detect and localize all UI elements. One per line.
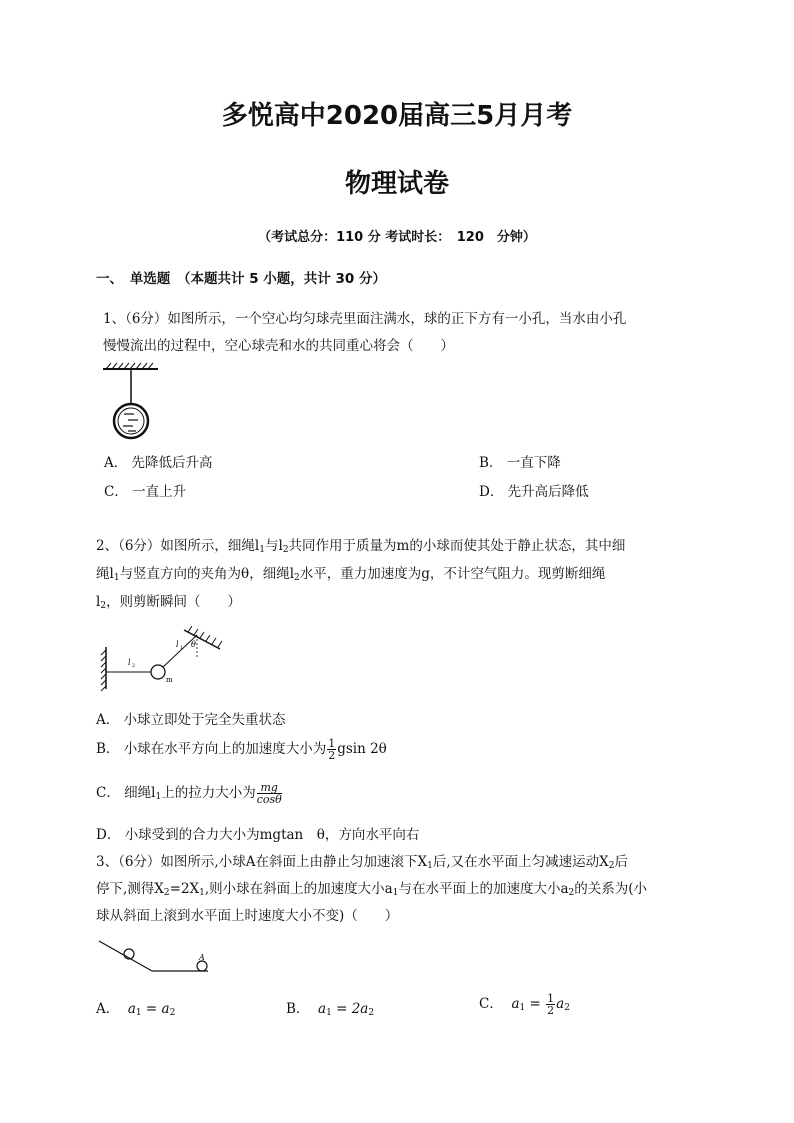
- subscript: 2: [163, 888, 170, 898]
- q1-line2: 慢慢流出的过程中，空心球壳和水的共同重心将会（ ）: [103, 338, 454, 354]
- q2-line3: [96, 589, 241, 619]
- page-title: 多悦高中2020届高三5月月考: [221, 101, 573, 131]
- q3-text: 后: [614, 854, 628, 870]
- q2-figure-ball-two-strings: [98, 625, 228, 695]
- q3-text: 后,又在水平面上匀减速运动X: [432, 854, 609, 870]
- q1-line1: 1、（6分）如图所示，一个空心均匀球壳里面注满水，球的正下方有一小孔，当水由小孔: [103, 311, 627, 327]
- page-subtitle: 物理试卷: [344, 169, 449, 199]
- subscript: 1: [135, 1008, 142, 1018]
- q1-figure-hanging-shell: [100, 366, 162, 446]
- subscript: 2: [564, 1003, 570, 1013]
- fraction-denominator: cosθ: [256, 793, 282, 806]
- math-expr: = a: [141, 1001, 170, 1017]
- option-text: 小球在水平方向上的加速度大小为: [123, 741, 327, 757]
- q2-text: 绳l: [96, 566, 114, 582]
- q1-option-a-text: 先降低后升高: [131, 455, 213, 471]
- fraction: [546, 993, 555, 1016]
- option-label: B．: [96, 741, 120, 757]
- q3-line2: [96, 876, 647, 906]
- q3-line1: [96, 849, 628, 879]
- q3-option-c[interactable]: [479, 992, 570, 1016]
- q3-figure-incline: [96, 938, 216, 978]
- q2-line2: [96, 561, 605, 591]
- option-label: A．: [96, 712, 120, 728]
- option-label: C．: [479, 996, 503, 1012]
- q1-option-c-label: C．: [104, 484, 128, 500]
- q3-text: =2X: [169, 881, 200, 897]
- option-label: A．: [96, 1001, 120, 1017]
- section-heading: 一、 单选题 （本题共计 5 小题，共计 30 分）: [96, 271, 386, 287]
- option-text: 细绳l: [124, 785, 156, 801]
- q3-text: 的关系为(小: [574, 881, 648, 897]
- fig-label-l2-sub: 2: [132, 663, 136, 669]
- exam-info: （考试总分：110 分 考试时长： 120 分钟）: [258, 230, 536, 245]
- option-label: C．: [96, 785, 120, 801]
- math-var: a: [318, 1001, 327, 1017]
- option-text: 小球立即处于完全失重状态: [123, 712, 286, 728]
- q2-text: 共同作用于质量为m的小球而使其处于静止状态，其中细: [288, 538, 626, 554]
- fig-label-theta: θ: [191, 640, 196, 649]
- fig-label-m: m: [166, 676, 173, 684]
- q2-option-c[interactable]: [96, 781, 283, 805]
- subscript: 1: [113, 573, 120, 583]
- q2-option-a[interactable]: [96, 708, 286, 728]
- subscript: 2: [169, 1008, 176, 1018]
- q2-text: 与竖直方向的夹角为θ，细绳l: [119, 566, 295, 582]
- q2-option-b[interactable]: [96, 737, 387, 761]
- q1-option-b-text: 一直下降: [506, 455, 561, 471]
- subscript: 2: [100, 601, 107, 611]
- fraction: [257, 782, 282, 805]
- subscript: 1: [427, 861, 433, 871]
- subscript: 2: [282, 545, 289, 555]
- q1-option-a-label: A．: [104, 455, 128, 471]
- fraction-numerator: mg: [257, 782, 282, 794]
- option-text: 小球受到的合力大小为mgtan θ，方向水平向右: [124, 827, 420, 843]
- subscript: 2: [294, 573, 300, 583]
- q3-option-a[interactable]: [96, 997, 175, 1018]
- fig-label-l1-sub: 1: [180, 645, 184, 651]
- fig-label-a: A: [199, 953, 205, 962]
- subscript: 1: [519, 1003, 526, 1013]
- fraction-denominator: 2: [328, 749, 336, 762]
- q2-line1: [96, 533, 625, 563]
- q1-option-d[interactable]: [479, 480, 589, 500]
- q1-option-c[interactable]: [104, 480, 186, 500]
- subscript: 1: [259, 545, 265, 555]
- fraction-numerator: 1: [547, 992, 555, 1005]
- fig-label-l2: l: [128, 658, 131, 667]
- q3-line3: 球从斜面上滚到水平面上时速度大小不变)（ ）: [96, 908, 399, 924]
- subscript: 1: [199, 888, 205, 898]
- subscript: 2: [608, 861, 615, 871]
- q2-text: ，则剪断瞬间（ ）: [106, 594, 242, 610]
- option-label: B．: [286, 1001, 310, 1017]
- q1-option-d-label: D．: [479, 484, 504, 500]
- subscript: 1: [155, 792, 162, 802]
- q2-text: 与l: [264, 538, 283, 554]
- q3-text: 停下,测得X: [96, 881, 164, 897]
- q3-text: 3、（6分）如图所示,小球A在斜面上由静止匀加速滚下X: [96, 854, 428, 870]
- subscript: 1: [326, 1008, 332, 1018]
- q2-text: 2、（6分）如图所示，细绳l: [96, 538, 260, 554]
- option-label: D．: [96, 827, 121, 843]
- q3-text: 与在水平面上的加速度大小a: [398, 881, 569, 897]
- fraction: [327, 738, 336, 761]
- q3-option-b[interactable]: [286, 997, 374, 1018]
- q2-text: 水平，重力加速度为g，不计空气阻力。现剪断细绳: [299, 566, 606, 582]
- q1-option-d-text: 先升高后降低: [507, 484, 589, 500]
- option-text: gsin 2θ: [337, 741, 387, 757]
- q1-option-b-label: B．: [479, 455, 503, 471]
- math-var: a: [556, 996, 565, 1012]
- fraction-denominator: 2: [547, 1004, 555, 1017]
- q2-option-d[interactable]: [96, 823, 419, 843]
- q3-text: ,则小球在斜面上的加速度大小a: [204, 881, 393, 897]
- subscript: 2: [568, 888, 575, 898]
- q1-option-c-text: 一直上升: [132, 484, 187, 500]
- q1-option-a[interactable]: [104, 451, 213, 471]
- fraction-numerator: 1: [328, 737, 336, 750]
- subscript: 1: [392, 888, 399, 898]
- math-var: a: [511, 996, 520, 1012]
- math-var: a: [127, 1001, 136, 1017]
- fig-label-l1: l: [176, 640, 179, 649]
- subscript: 2: [368, 1008, 375, 1018]
- option-text: 上的拉力大小为: [161, 785, 256, 801]
- q2-text: l: [96, 594, 101, 610]
- math-expr: = 2a: [331, 1001, 369, 1017]
- q1-option-b[interactable]: [479, 451, 561, 471]
- math-expr: =: [525, 996, 546, 1012]
